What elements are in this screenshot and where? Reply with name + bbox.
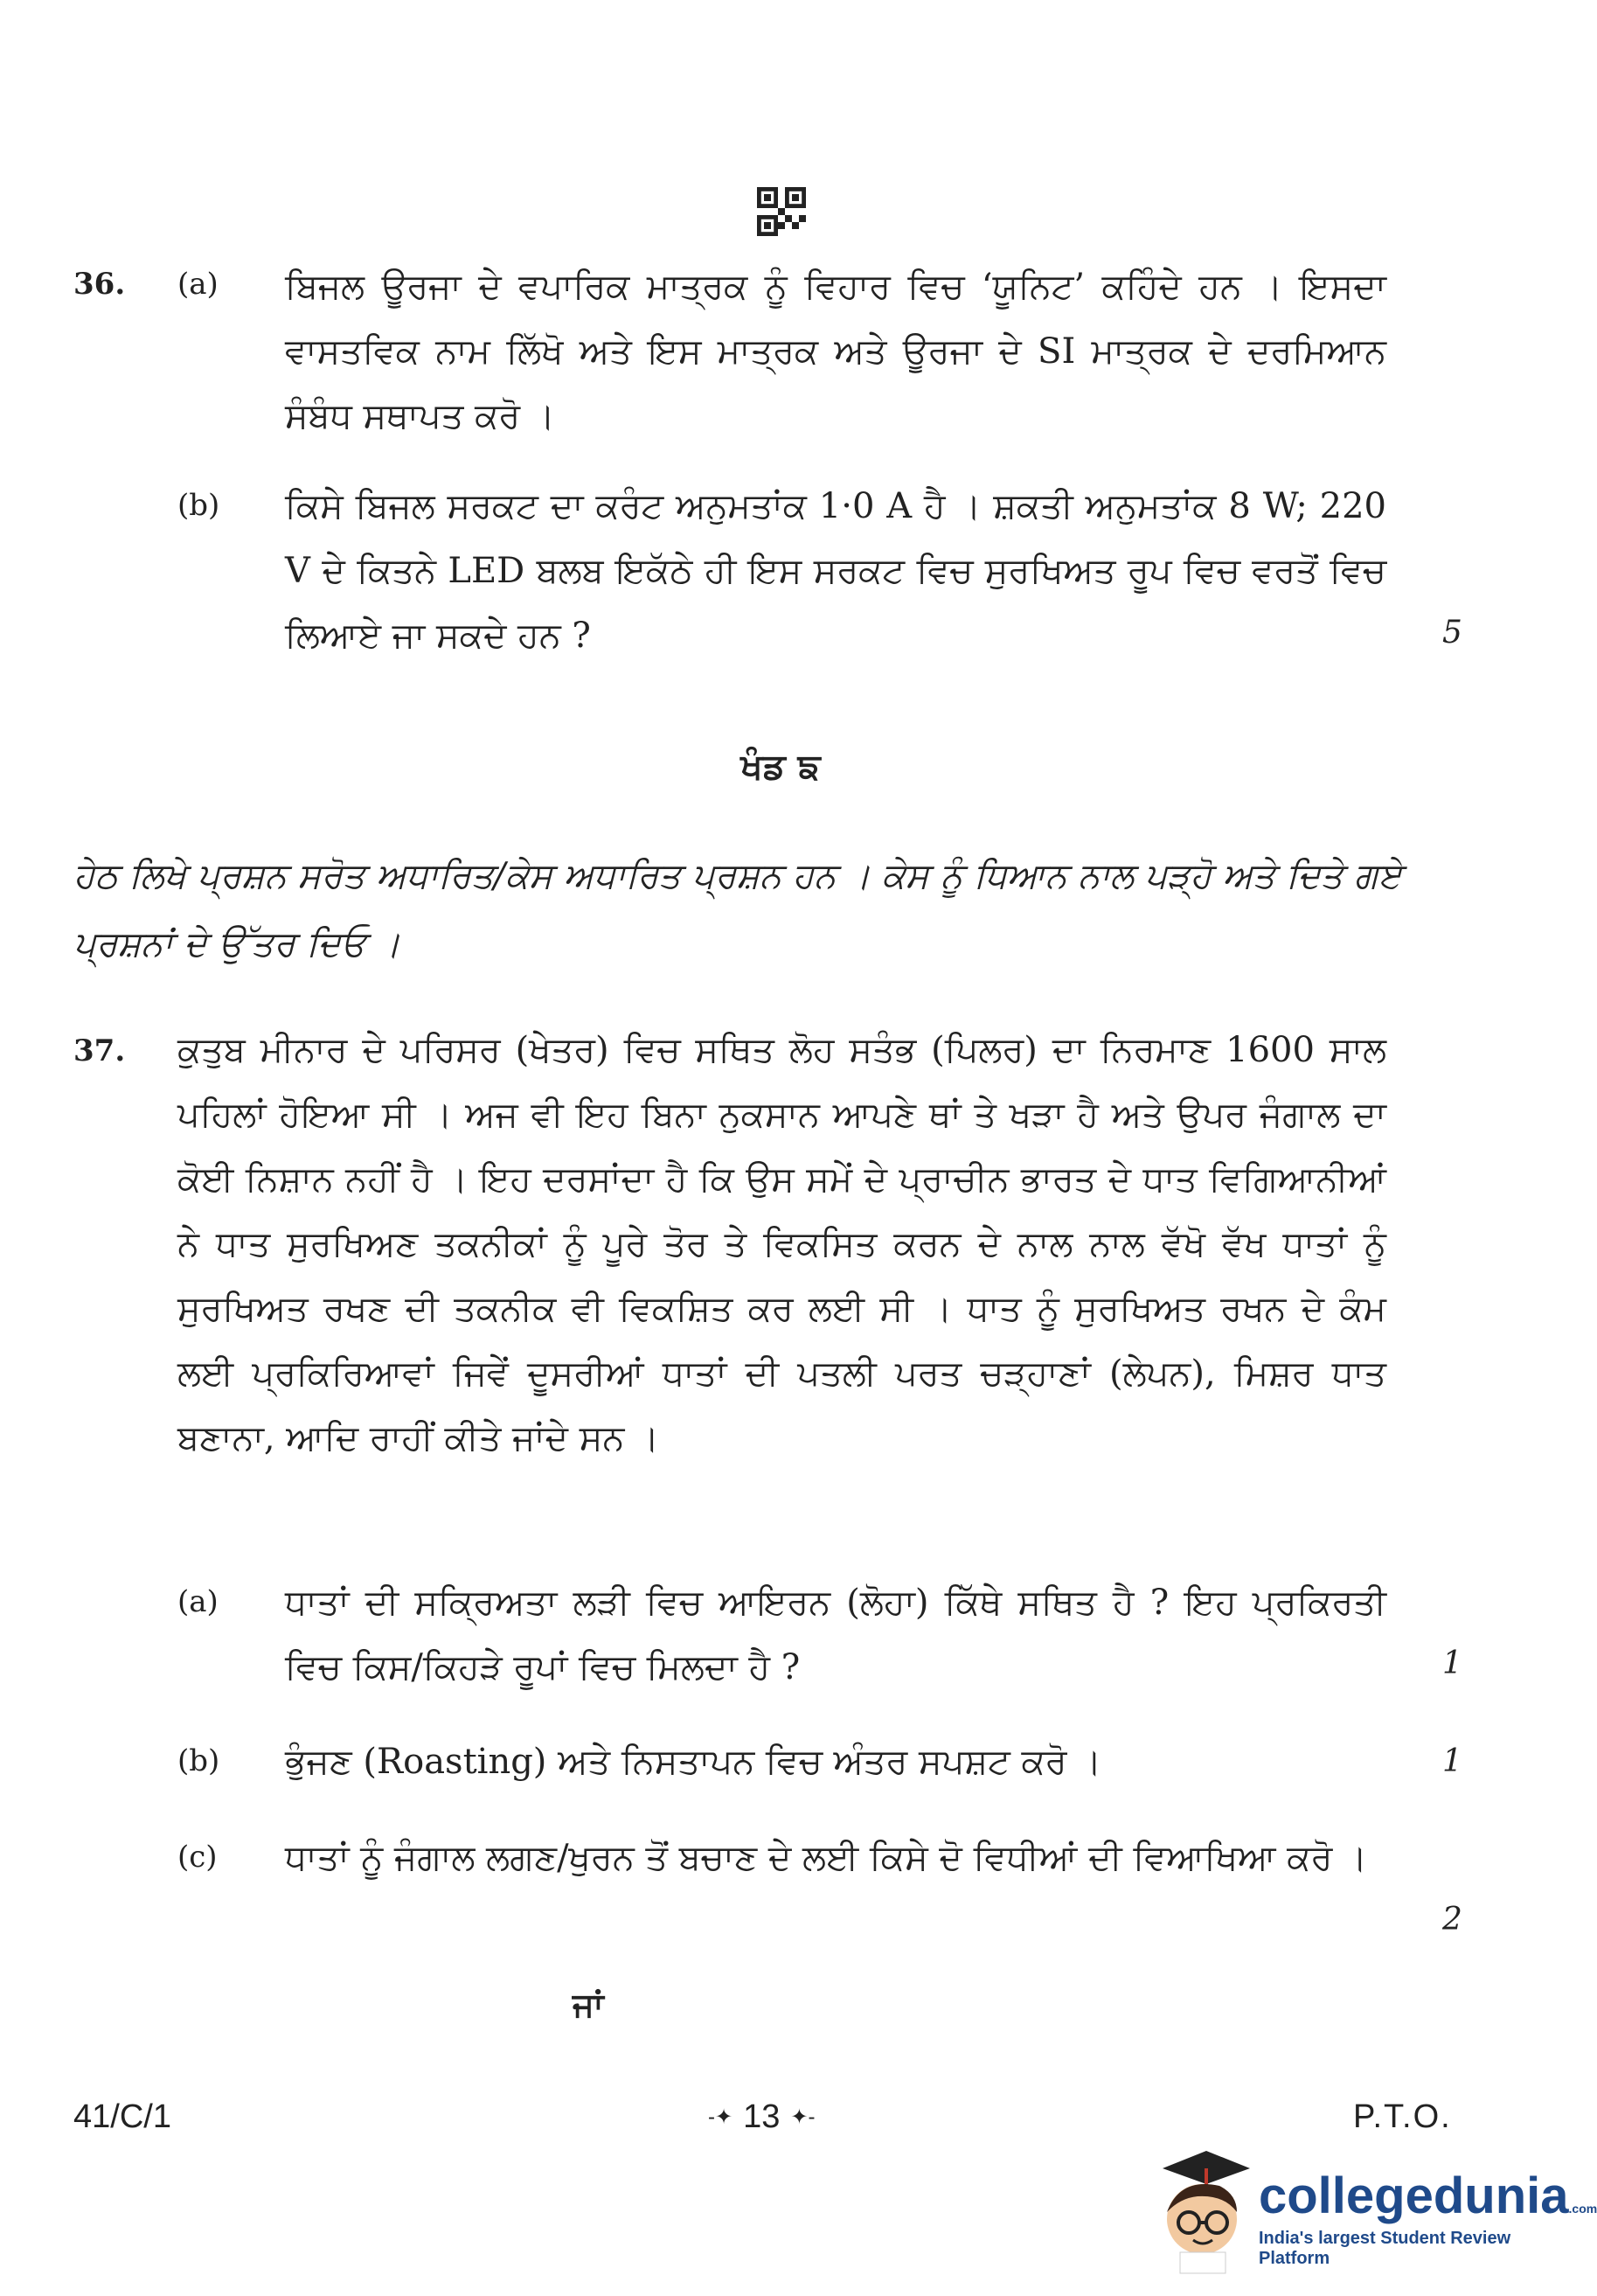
q36-a-label: (a) [177,267,219,302]
q37-a-text: ਧਾਤਾਂ ਦੀ ਸਕ੍ਰਿਅਤਾ ਲੜੀ ਵਿਚ ਆਇਰਨ (ਲੋਹਾ) ਕਿੱਥੇ ਸਥਿਤ ਹੈ ? ਇਹ ਪ੍ਰਕਿਰਤੀ ਵਿਚ ਕਿਸ/ਕਿਹੜੇ ਰੂਪਾਂ ਵਿਚ ਮਿਲਦਾ ਹੈ ? [285,1583,1386,1687]
student-mascot-icon [1145,2142,1259,2273]
page-number-value: 13 [743,2098,781,2135]
q36-a-text: ਬਿਜਲ ਊਰਜਾ ਦੇ ਵਪਾਰਿਕ ਮਾਤ੍ਰਕ ਨੂੰ ਵਿਹਾਰ ਵਿਚ ‘ਯੂਨਿਟ’ ਕਹਿੰਦੇ ਹਨ । ਇਸਦਾ ਵਾਸਤਵਿਕ ਨਾਮ ਲਿੱਖੋ ਅਤੇ ਇਸ ਮਾਤ੍ਰਕ ਅਤੇ ਊਰਜਾ ਦੇ SI ਮਾਤ੍ਰਕ ਦੇ ਦਰਮਿਆਨ ਸੰਬੰਧ ਸਥਾਪਤ ਕਰੋ । [285,267,1386,436]
q37-b-label: (b) [177,1743,220,1778]
brand-suffix: .com [1568,2202,1597,2216]
paper-code: 41/C/1 [73,2098,171,2135]
section-instruction: ਹੇਠ ਲਿਖੇ ਪ੍ਰਸ਼ਨ ਸਰੋਤ ਅਧਾਰਿਤ/ਕੇਸ ਅਧਾਰਿਤ ਪ੍ਰਸ਼ਨ ਹਨ । ਕੇਸ ਨੂੰ ਧਿਆਨ ਨਾਲ ਪੜ੍ਹੋ ਅਤੇ ਦਿਤੇ ਗਏ ਪ੍ਰਸ਼ਨਾਂ ਦੇ ਉੱਤਰ ਦਿਓ । [73,856,1402,964]
q36-number: 36. [73,267,126,302]
section-title: ਖੰਡ ਙ [740,746,821,787]
ornament-left-icon: -✦ [708,2105,733,2129]
q36-b-text: ਕਿਸੇ ਬਿਜਲ ਸਰਕਟ ਦਾ ਕਰੰਟ ਅਨੁਮਤਾਂਕ 1·0 A ਹੈ । ਸ਼ਕਤੀ ਅਨੁਮਤਾਂਕ 8 W; 220 V ਦੇ ਕਿਤਨੇ LED ਬਲਬ ਇਕੱਠੇ ਹੀ ਇਸ ਸਰਕਟ ਵਿਚ ਸੁਰਖਿਅਤ ਰੂਪ ਵਿਚ ਵਰਤੋਂ ਵਿਚ ਲਿਆਏ ਜਾ ਸਕਦੇ ਹਨ ? [285,486,1386,656]
q36-b-label: (b) [177,488,220,523]
ornament-right-icon: ✦- [790,2105,816,2129]
q37-c-text: ਧਾਤਾਂ ਨੂੰ ਜੰਗਾਲ ਲਗਣ/ਖੁਰਨ ਤੋਂ ਬਚਾਣ ਦੇ ਲਈ ਕਿਸੇ ਦੋ ਵਿਧੀਆਂ ਦੀ ਵਿਆਖਿਆ ਕਰੋ । [285,1838,1368,1878]
q37-a-label: (a) [177,1584,219,1619]
q37-c-label: (c) [177,1840,218,1875]
collegedunia-logo [1259,2167,1597,2269]
q36-marks: 5 [1442,615,1462,651]
q37-b-marks: 1 [1442,1743,1462,1779]
q37-passage: ਕੁਤੁਬ ਮੀਨਾਰ ਦੇ ਪਰਿਸਰ (ਖੇਤਰ) ਵਿਚ ਸਥਿਤ ਲੋਹ ਸਤੰਭ (ਪਿਲਰ) ਦਾ ਨਿਰਮਾਣ 1600 ਸਾਲ ਪਹਿਲਾਂ ਹੋਇਆ ਸੀ । ਅਜ ਵੀ ਇਹ ਬਿਨਾ ਨੁਕਸਾਨ ਆਪਣੇ ਥਾਂ ਤੇ ਖੜਾ ਹੈ ਅਤੇ ਉਪਰ ਜੰਗਾਲ ਦਾ ਕੋਈ ਨਿਸ਼ਾਨ ਨਹੀਂ ਹੈ । ਇਹ ਦਰਸਾਂਦਾ ਹੈ ਕਿ ਉਸ ਸਮੇਂ ਦੇ ਪ੍ਰਾਚੀਨ ਭਾਰਤ ਦੇ ਧਾਤ ਵਿਗਿਆਨੀਆਂ ਨੇ ਧਾਤ ਸੁਰਖਿਅਣ ਤਕਨੀਕਾਂ ਨੂੰ ਪੂਰੇ ਤੋਰ ਤੇ ਵਿਕਸਿਤ ਕਰਨ ਦੇ ਨਾਲ ਨਾਲ ਵੱਖੋ ਵੱਖ ਧਾਤਾਂ ਨੂੰ ਸੁਰਖਿਅਤ ਰਖਣ ਦੀ ਤਕਨੀਕ ਵੀ ਵਿਕਸ਼ਿਤ ਕਰ ਲਈ ਸੀ । ਧਾਤ ਨੂੰ ਸੁਰਖਿਅਤ ਰਖਨ ਦੇ ਕੰਮ ਲਈ ਪ੍ਰਕਿਰਿਆਵਾਂ ਜਿਵੇਂ ਦੂਸਰੀਆਂ ਧਾਤਾਂ ਦੀ ਪਤਲੀ ਪਰਤ ਚੜ੍ਹਾਣਾਂ (ਲੇਪਨ), ਮਿਸ਼ਰ ਧਾਤ ਬਣਾਨਾ, ਆਦਿ ਰਾਹੀਂ ਕੀਤੇ ਜਾਂਦੇ ਸਨ । [177,1030,1386,1458]
q37-a-marks: 1 [1442,1645,1462,1681]
page-number [708,2098,816,2136]
brand-tagline: India's largest Student Review Platform [1259,2229,1511,2268]
qr-code [757,187,806,236]
pto-label: P.T.O. [1353,2098,1452,2135]
q37-c-marks: 2 [1442,1902,1462,1938]
q37-b-text: ਭੁੰਜਣ (Roasting) ਅਤੇ ਨਿਸਤਾਪਨ ਵਿਚ ਅੰਤਰ ਸਪਸ਼ਟ ਕਰੋ । [285,1742,1102,1782]
brand-name: collegedunia [1259,2167,1569,2224]
or-label: ਜਾਂ [573,1985,604,2024]
q37-number: 37. [73,1033,126,1068]
